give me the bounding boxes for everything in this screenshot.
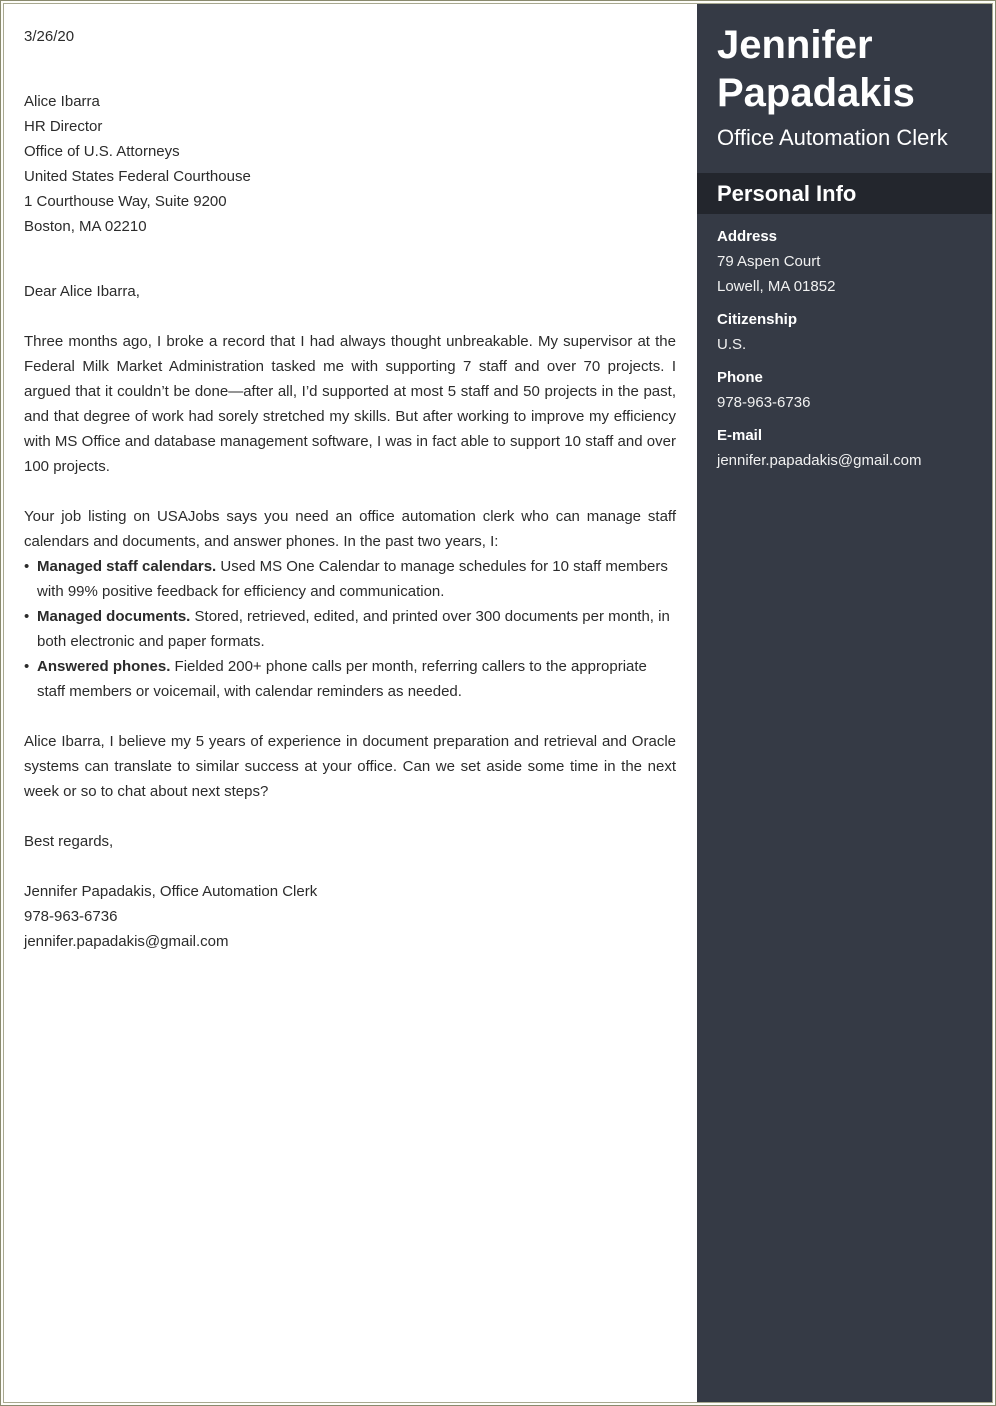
applicant-name <box>697 4 993 117</box>
list-item <box>24 654 676 704</box>
signature-email: jennifer.papadakis@gmail.com <box>24 933 229 950</box>
personal-info-heading: Personal Info <box>697 173 993 214</box>
signature-block <box>24 879 676 954</box>
middle-paragraph: Your job listing on USAJobs says you need an office automation clerk who can manage staff calendars and documents, and answer phones. In the past two years, I: <box>24 508 676 550</box>
recipient-building: United States Federal Courthouse <box>24 168 251 185</box>
email-value: jennifer.papadakis@gmail.com <box>717 452 922 469</box>
phone-group <box>717 365 973 415</box>
first-name: Jennifer <box>717 23 873 67</box>
address-group <box>717 224 973 299</box>
address-line-2: Lowell, MA 01852 <box>717 278 836 295</box>
citizenship-group <box>717 307 973 357</box>
citizenship-label: Citizenship <box>717 311 798 328</box>
bullet-icon: • <box>24 558 30 575</box>
cover-letter <box>24 24 676 954</box>
recipient-office: Office of U.S. Attorneys <box>24 143 180 160</box>
recipient-city: Boston, MA 02210 <box>24 218 147 235</box>
achievements-list <box>24 554 676 704</box>
opening-paragraph: Three months ago, I broke a record that I had always thought unbreakable. My supervisor at the Federal Milk Market Administration tasked me with supporting 7 staff and over 70 projects. I argued that it couldn’t be done—after all, I’d supported at most 5 staff and 50 projects in the past, and that degree of work had sorely stretched my skills. But after working to improve my efficiency with MS Office and database management software, I was in fact able to support 10 staff and over 100 projects. <box>24 333 676 475</box>
achievement-title: Managed documents. <box>37 608 191 625</box>
recipient-name: Alice Ibarra <box>24 93 100 110</box>
salutation: Dear Alice Ibarra, <box>24 283 140 300</box>
list-item <box>24 604 676 654</box>
email-group <box>717 423 973 473</box>
phone-label: Phone <box>717 369 763 386</box>
citizenship-value: U.S. <box>717 336 747 353</box>
recipient-title: HR Director <box>24 118 103 135</box>
closing-paragraph: Alice Ibarra, I believe my 5 years of experience in document preparation and retrieval and Oracle systems can translate to similar success at your office. Can we set aside some time in the next week or so to chat about next steps? <box>24 733 676 800</box>
closing-phrase: Best regards, <box>24 833 114 850</box>
achievement-text: Used MS One Calendar to manage schedules for 10 staff members with 99% positive feedback for efficiency and communication. <box>37 558 668 600</box>
signature-phone: 978-963-6736 <box>24 908 118 925</box>
bullet-icon: • <box>24 658 30 675</box>
signature-name: Jennifer Papadakis, Office Automation Clerk <box>24 883 318 900</box>
letter-date: 3/26/20 <box>24 28 75 45</box>
page-inner-border <box>3 3 993 1403</box>
last-name: Papadakis <box>717 71 915 115</box>
address-line-1: 79 Aspen Court <box>717 253 821 270</box>
job-title: Office Automation Clerk <box>717 125 948 150</box>
phone-value: 978-963-6736 <box>717 394 811 411</box>
personal-info <box>697 214 993 473</box>
email-label: E-mail <box>717 427 763 444</box>
achievement-title: Managed staff calendars. <box>37 558 217 575</box>
list-item <box>24 554 676 604</box>
achievement-text: Fielded 200+ phone calls per month, referring callers to the appropriate staff members or voicemail, with calendar reminders as needed. <box>37 658 647 700</box>
recipient-street: 1 Courthouse Way, Suite 9200 <box>24 193 227 210</box>
sidebar <box>697 4 993 1403</box>
address-label: Address <box>717 228 778 245</box>
achievement-title: Answered phones. <box>37 658 171 675</box>
bullet-icon: • <box>24 608 30 625</box>
recipient-block <box>24 89 676 239</box>
achievement-text: Stored, retrieved, edited, and printed over 300 documents per month, in both electronic and paper formats. <box>37 608 670 650</box>
